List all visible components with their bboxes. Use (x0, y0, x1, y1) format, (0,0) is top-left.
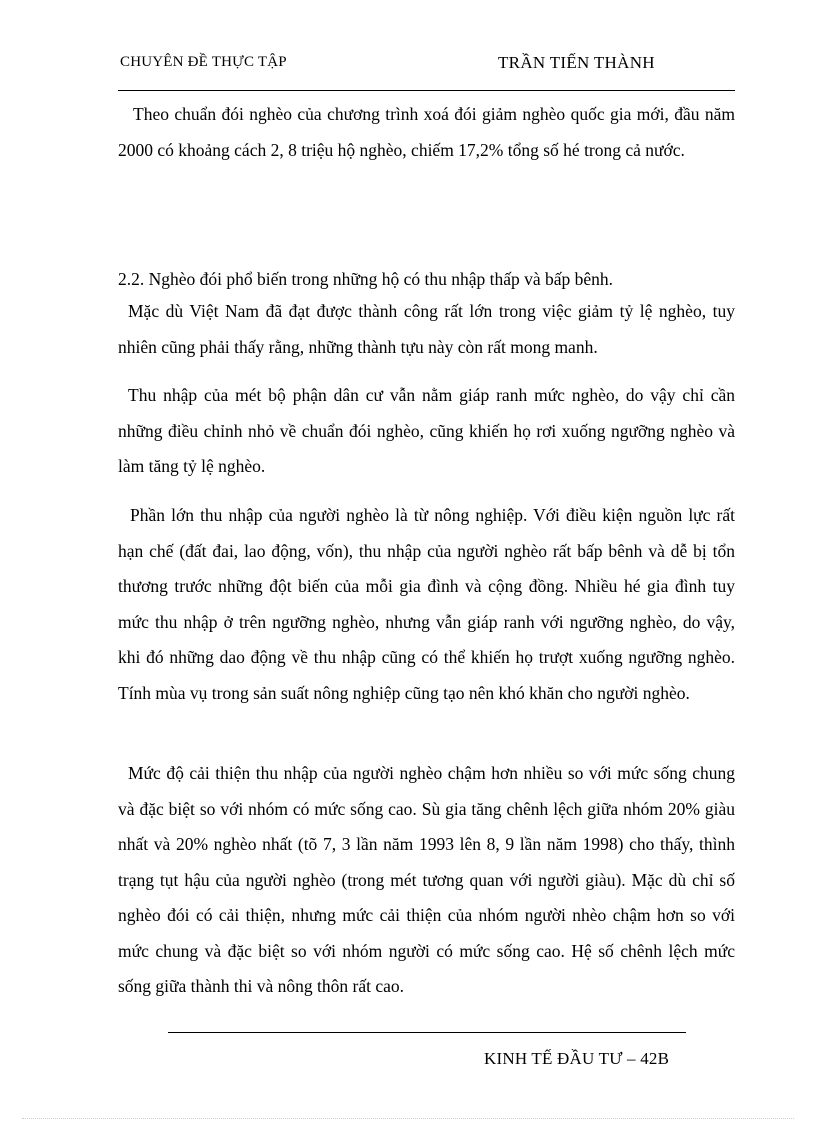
footer-course-label: KINH TẾ ĐẦU TƯ – 42B (484, 1049, 670, 1068)
header-doc-type: CHUYÊN ĐỀ THỰC TẬP (120, 54, 287, 70)
footer-divider (168, 1032, 686, 1033)
paragraph-agriculture-income: Phần lớn thu nhập của người nghèo là từ nông nghiệp. Với điều kiện nguồn lực rất hạn chế (đất đai, lao động, vốn), thu nhập của người nghèo rất bấp bênh và dễ bị tổn thương trước những đột biến của mỗi gia đình và cộng đồng. Nhiều hé gia đình tuy mức thu nhập ở trên ngưỡng nghèo, nhưng vẫn giáp ranh với ngưỡng nghèo, do vậy, khi đó những dao động về thu nhập cũng có thể khiến họ trượt xuống ngưỡng nghèo. Tính mùa vụ trong sản suất nông nghiệp cũng tạo nên khó khăn cho người nghèo. (118, 505, 735, 703)
paragraph-income-gap: Mức độ cải thiện thu nhập của người nghèo chậm hơn nhiều so với mức sống chung và đặc biệt so với nhóm có mức sống cao. Sù gia tăng chênh lệch giữa nhóm 20% giàu nhất và 20% nghèo nhất (tõ 7, 3 lần năm 1993 lên 8, 9 lần năm 1998) cho thấy, thình trạng tụt hậu của người nghèo (trong mét tương quan với người giàu). Mặc dù chỉ số nghèo đói có cải thiện, nhưng mức cải thiện của nhóm người nhèo chậm hơn so với mức chung và đặc biệt so với nhóm người có mức sống cao. Hệ số chênh lệch mức sống giữa thành thi và nông thôn rất cao. (118, 763, 735, 996)
paragraph-achievements: Mặc dù Việt Nam đã đạt được thành công rất lớn trong việc giảm tỷ lệ nghèo, tuy nhiên cũng phải thấy rằng, những thành tựu này còn rất mong manh. (118, 301, 735, 357)
paragraph-poverty-standard: Theo chuẩn đói nghèo của chương trình xoá đói giảm nghèo quốc gia mới, đầu năm 2000 có khoảng cách 2, 8 triệu hộ nghèo, chiếm 17,2% tổng số hé trong cả nước. (118, 104, 735, 160)
header-author: TRẦN TIẾN THÀNH (498, 53, 655, 72)
header-divider (118, 90, 735, 91)
page-bottom-edge (22, 1118, 794, 1119)
paragraph-income-threshold: Thu nhập của mét bộ phận dân cư vẫn nằm giáp ranh mức nghèo, do vậy chỉ cần những điều chỉnh nhỏ về chuẩn đói nghèo, cũng khiến họ rơi xuống ngưỡng nghèo và làm tăng tỷ lệ nghèo. (118, 385, 735, 476)
section-heading: 2.2. Nghèo đói phổ biến trong những hộ có thu nhập thấp và bấp bênh. (118, 269, 614, 289)
